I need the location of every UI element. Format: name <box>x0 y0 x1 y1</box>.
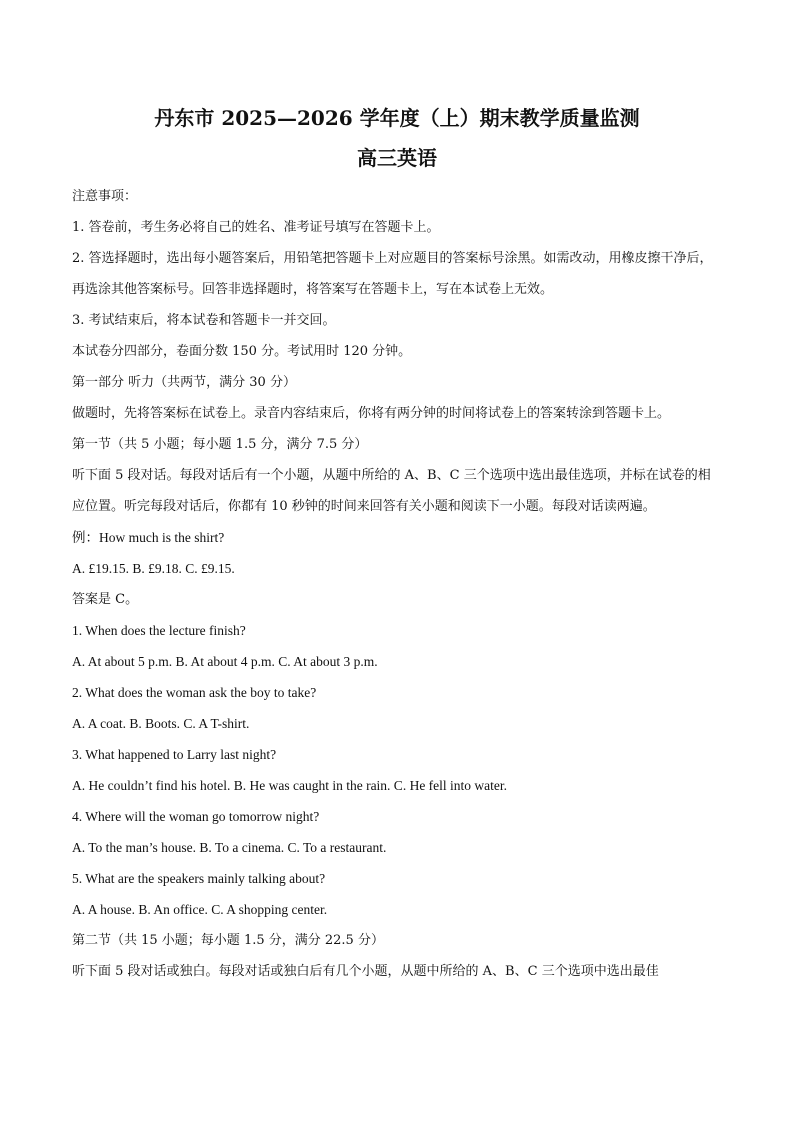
notice-heading: 注意事项： <box>72 189 138 204</box>
notice-item: 2. 答选择题时，选出每小题答案后，用铅笔把答题卡上对应题目的答案标号涂黑。如需改动，用橡皮擦干净后，再选涂其他答案标号。回答非选择题时，将答案写在答题卡上，写在本试卷上无效。 <box>72 251 713 297</box>
question-text: 1. When does the lecture finish? <box>72 623 246 638</box>
question-options: A. A house. B. An office. C. A shopping center. <box>72 902 328 917</box>
question-options: A. He couldn’t find his hotel. B. He was caught in the rain. C. He fell into water. <box>72 778 508 793</box>
exam-content <box>72 181 722 987</box>
section1-instruction: 听下面 5 段对话。每段对话后有一个小题，从题中所给的 A、B、C 三个选项中选出最佳选项，并标在试卷的相应位置。听完每段对话后，你都有 10 秒钟的时间来回答有关小题和阅读下一小题。每段对话读两遍。 <box>72 468 711 514</box>
section2-instruction: 听下面 5 段对话或独白。每段对话或独白后有几个小题，从题中所给的 A、B、C 三个选项中选出最佳 <box>72 964 659 979</box>
page-title: 丹东市 2025—2026 学年度（上）期末教学质量监测 <box>154 106 640 130</box>
example-question: 例：How much is the shirt? <box>72 530 225 545</box>
part1-instruction: 做题时，先将答案标在试卷上。录音内容结束后，你将有两分钟的时间将试卷上的答案转涂到答题卡上。 <box>72 406 671 421</box>
example-options: A. £19.15. B. £9.18. C. £9.15. <box>72 561 235 576</box>
example-answer: 答案是 C。 <box>72 592 139 607</box>
notice-item: 3. 考试结束后，将本试卷和答题卡一并交回。 <box>72 313 336 328</box>
question-options: A. To the man’s house. B. To a cinema. C. To a restaurant. <box>72 840 387 855</box>
question-options: A. A coat. B. Boots. C. A T-shirt. <box>72 716 250 731</box>
question-text: 5. What are the speakers mainly talking about? <box>72 871 326 886</box>
section2-heading: 第二节（共 15 小题；每小题 1.5 分，满分 22.5 分） <box>72 933 384 948</box>
question-text: 4. Where will the woman go tomorrow night? <box>72 809 320 824</box>
part1-heading: 第一部分 听力（共两节，满分 30 分） <box>72 375 296 390</box>
question-options: A. At about 5 p.m. B. At about 4 p.m. C. At about 3 p.m. <box>72 654 378 669</box>
question-text: 2. What does the woman ask the boy to take? <box>72 685 317 700</box>
notice-item: 1. 答卷前，考生务必将自己的姓名、准考证号填写在答题卡上。 <box>72 220 440 235</box>
question-text: 3. What happened to Larry last night? <box>72 747 277 762</box>
page-subtitle: 高三英语 <box>357 146 437 170</box>
exam-summary: 本试卷分四部分，卷面分数 150 分。考试用时 120 分钟。 <box>72 344 412 359</box>
section1-heading: 第一节（共 5 小题；每小题 1.5 分，满分 7.5 分） <box>72 437 368 452</box>
